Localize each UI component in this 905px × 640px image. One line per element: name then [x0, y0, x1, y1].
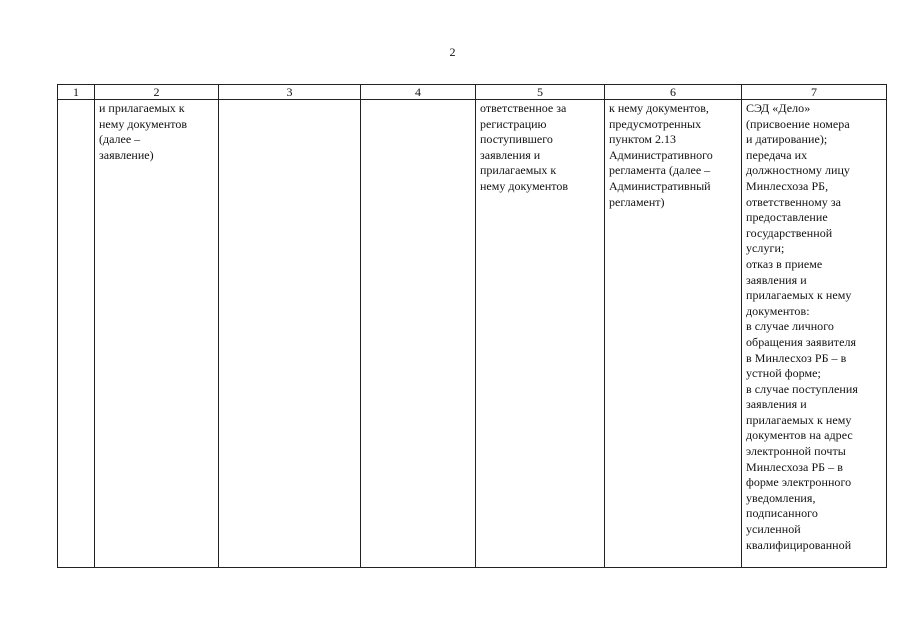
document-table [57, 84, 887, 568]
cell-col-6 [605, 100, 742, 568]
cell-col-4 [361, 100, 476, 568]
page-number: 2 [449, 45, 456, 59]
column-header-5: 5 [476, 85, 605, 100]
table-header-row [58, 85, 887, 100]
column-header-6: 6 [605, 85, 742, 100]
cell-col-1 [58, 100, 95, 568]
cell-col-5 [476, 100, 605, 568]
column-header-2: 2 [95, 85, 219, 100]
cell-col-2 [95, 100, 219, 568]
column-header-3: 3 [219, 85, 361, 100]
cell-text: СЭД «Дело» (присвоение номера и датирование); передача их должностному лицу Минлесхоза РБ, ответственному за предоставление государственной услуги; отказ в приеме заявления и прилагаемых к нему документов: в случае личного обращения заявителя в Минлесхоз РБ – в устной форме; в случае поступления заявления и прилагаемых к нему документов на адрес электронной почты Минлесхоза РБ – в форме электронного уведомления, подписанного усиленной квалифицированной [746, 101, 858, 552]
cell-col-7 [742, 100, 887, 568]
column-header-1: 1 [58, 85, 95, 100]
cell-text: ответственное за регистрацию поступившего заявления и прилагаемых к нему документов [480, 101, 569, 193]
column-header-4: 4 [361, 85, 476, 100]
cell-col-3 [219, 100, 361, 568]
cell-text: к нему документов, предусмотренных пунктом 2.13 Административного регламента (далее – Административный регламент) [609, 101, 713, 209]
cell-text: и прилагаемых к нему документов (далее – заявление) [99, 101, 188, 162]
table-row [58, 100, 887, 568]
column-header-7: 7 [742, 85, 887, 100]
